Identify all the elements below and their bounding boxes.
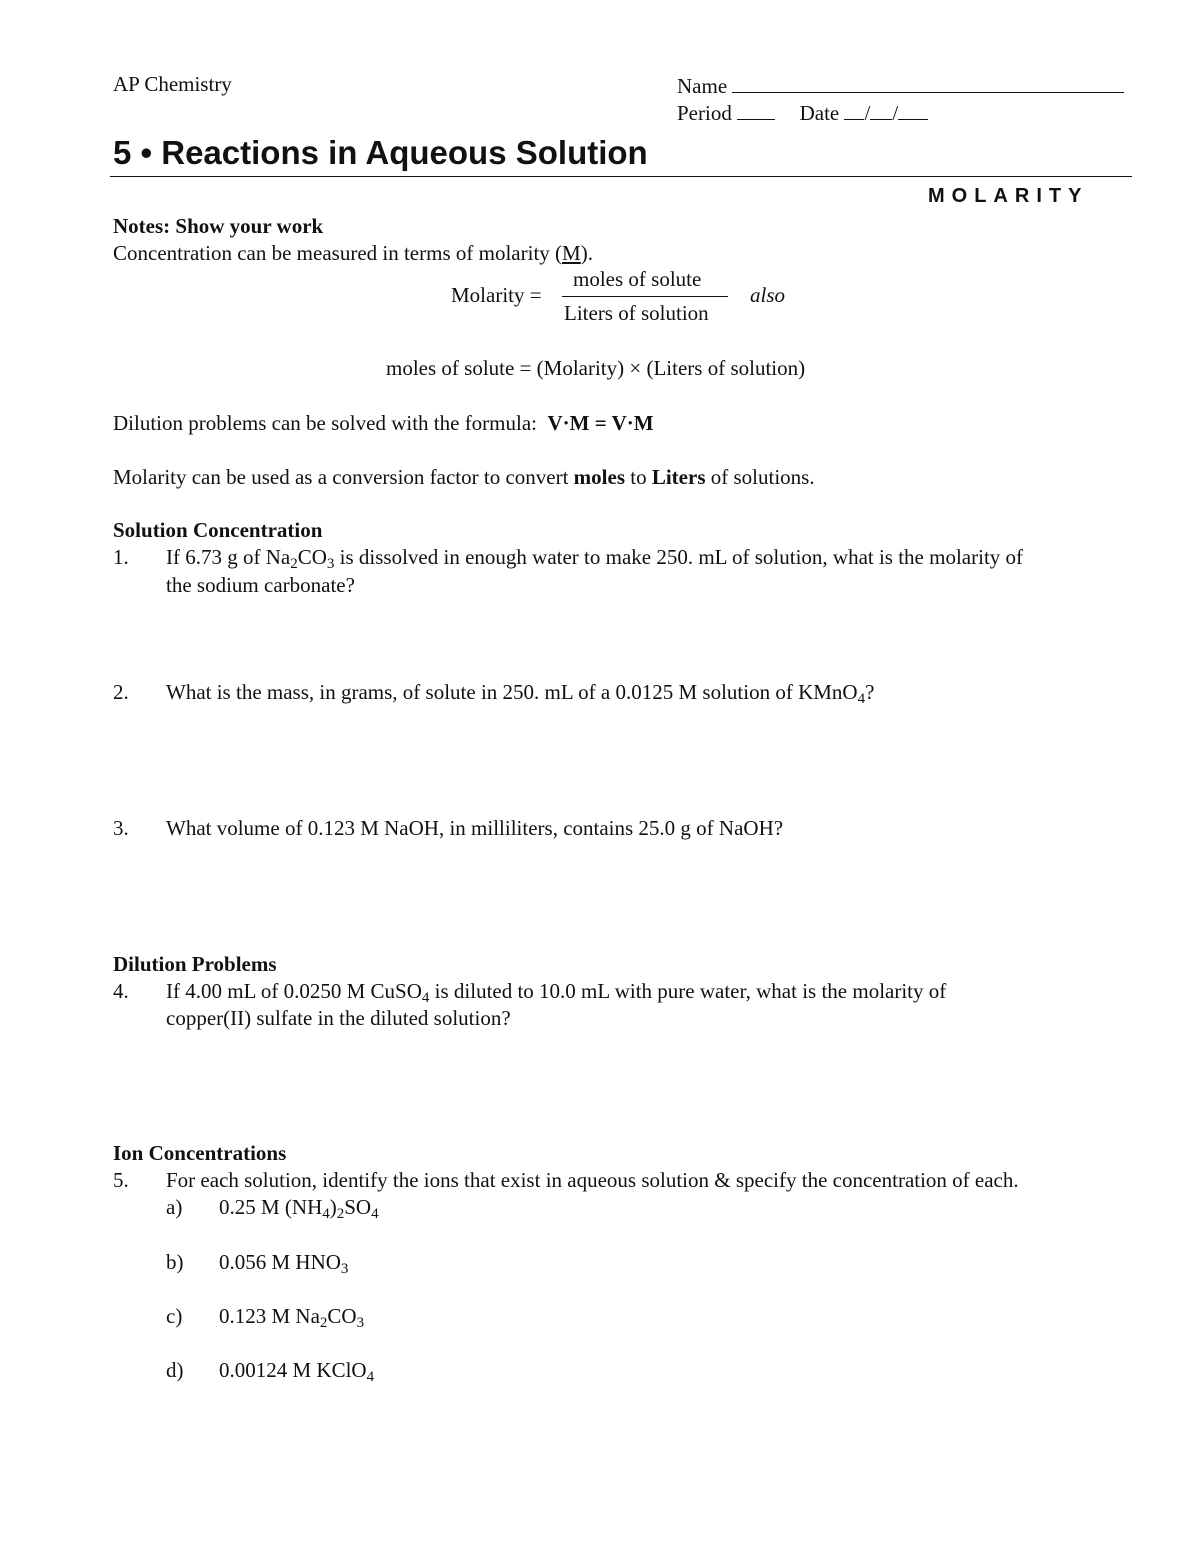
date-day-blank[interactable] xyxy=(870,101,892,120)
formula-also: also xyxy=(750,283,786,307)
q5-subitem-formula: 0.00124 M KClO$_4$ xyxy=(219,1358,375,1385)
q2-number: 2. xyxy=(113,680,129,704)
q5-subitem-label: c) xyxy=(166,1304,183,1328)
q5-text: For each solution, identify the ions that exist in aqueous solution & specify the concentration of each. xyxy=(166,1168,1019,1192)
course-name: AP Chemistry xyxy=(113,72,232,96)
period-date-line: Period Date / / xyxy=(677,101,928,124)
date-year-blank[interactable] xyxy=(898,101,928,120)
name-blank[interactable] xyxy=(732,74,1124,93)
q5-subitem-formula: 0.056 M $HNO_3$ xyxy=(219,1250,349,1277)
topic-label: MOLARITY xyxy=(928,185,1089,207)
q1-text-line2: the sodium carbonate? xyxy=(166,573,355,597)
q5-number: 5. xyxy=(113,1168,129,1192)
section-ion: Ion Concentrations xyxy=(113,1141,287,1165)
formula-numerator: moles of solute xyxy=(573,267,702,291)
conversion-note: Molarity can be used as a conversion factor to convert moles to Liters of solutions. xyxy=(113,465,815,489)
formula-denominator: Liters of solution xyxy=(564,301,709,325)
q4-text: If 4.00 mL of 0.0250 M CuSO$_4$ is diluted to 10.0 mL with pure water, what is the molarity of xyxy=(166,979,947,1006)
q1-number: 1. xyxy=(113,545,129,569)
q1-text: If 6.73 g of $Na_2CO_3$ is dissolved in enough water to make 250. mL of solution, what is the molarity of xyxy=(166,545,1024,572)
q4-number: 4. xyxy=(113,979,129,1003)
formula-lhs: Molarity = xyxy=(451,283,542,307)
q4-text-line2: copper(II) sulfate in the diluted solution? xyxy=(166,1006,511,1030)
dilution-note: Dilution problems can be solved with the formula: V·M = V·M xyxy=(113,411,654,435)
formula-moles: moles of solute = (Molarity) × (Liters of solution) xyxy=(386,356,806,380)
period-blank[interactable] xyxy=(737,101,775,120)
page-title: 5 • Reactions in Aqueous Solution xyxy=(113,134,648,171)
fraction-bar xyxy=(562,296,728,297)
notes-heading: Notes: Show your work xyxy=(113,214,324,238)
q3-number: 3. xyxy=(113,816,129,840)
q5-subitem-formula: 0.25 M $(NH_4)_2SO_4$ xyxy=(219,1195,379,1222)
q5-subitem-label: d) xyxy=(166,1358,184,1382)
date-month-blank[interactable] xyxy=(844,101,864,120)
title-rule xyxy=(110,176,1132,177)
q5-subitem-label: b) xyxy=(166,1250,184,1274)
dilution-formula: V·M = V·M xyxy=(547,411,654,435)
name-label: Name xyxy=(677,74,1124,97)
section-solution-concentration: Solution Concentration xyxy=(113,518,323,542)
q5-subitem-formula: 0.123 M $Na_2CO_3$ xyxy=(219,1304,365,1331)
q3-text: What volume of 0.123 M NaOH, in milliliters, contains 25.0 g of NaOH? xyxy=(166,816,784,840)
section-dilution: Dilution Problems xyxy=(113,952,277,976)
notes-intro: Concentration can be measured in terms of molarity (M). xyxy=(113,241,593,265)
q5-subitem-label: a) xyxy=(166,1195,183,1219)
q2-text: What is the mass, in grams, of solute in 250. mL of a 0.0125 M solution of KMnO$_4$? xyxy=(166,680,875,707)
